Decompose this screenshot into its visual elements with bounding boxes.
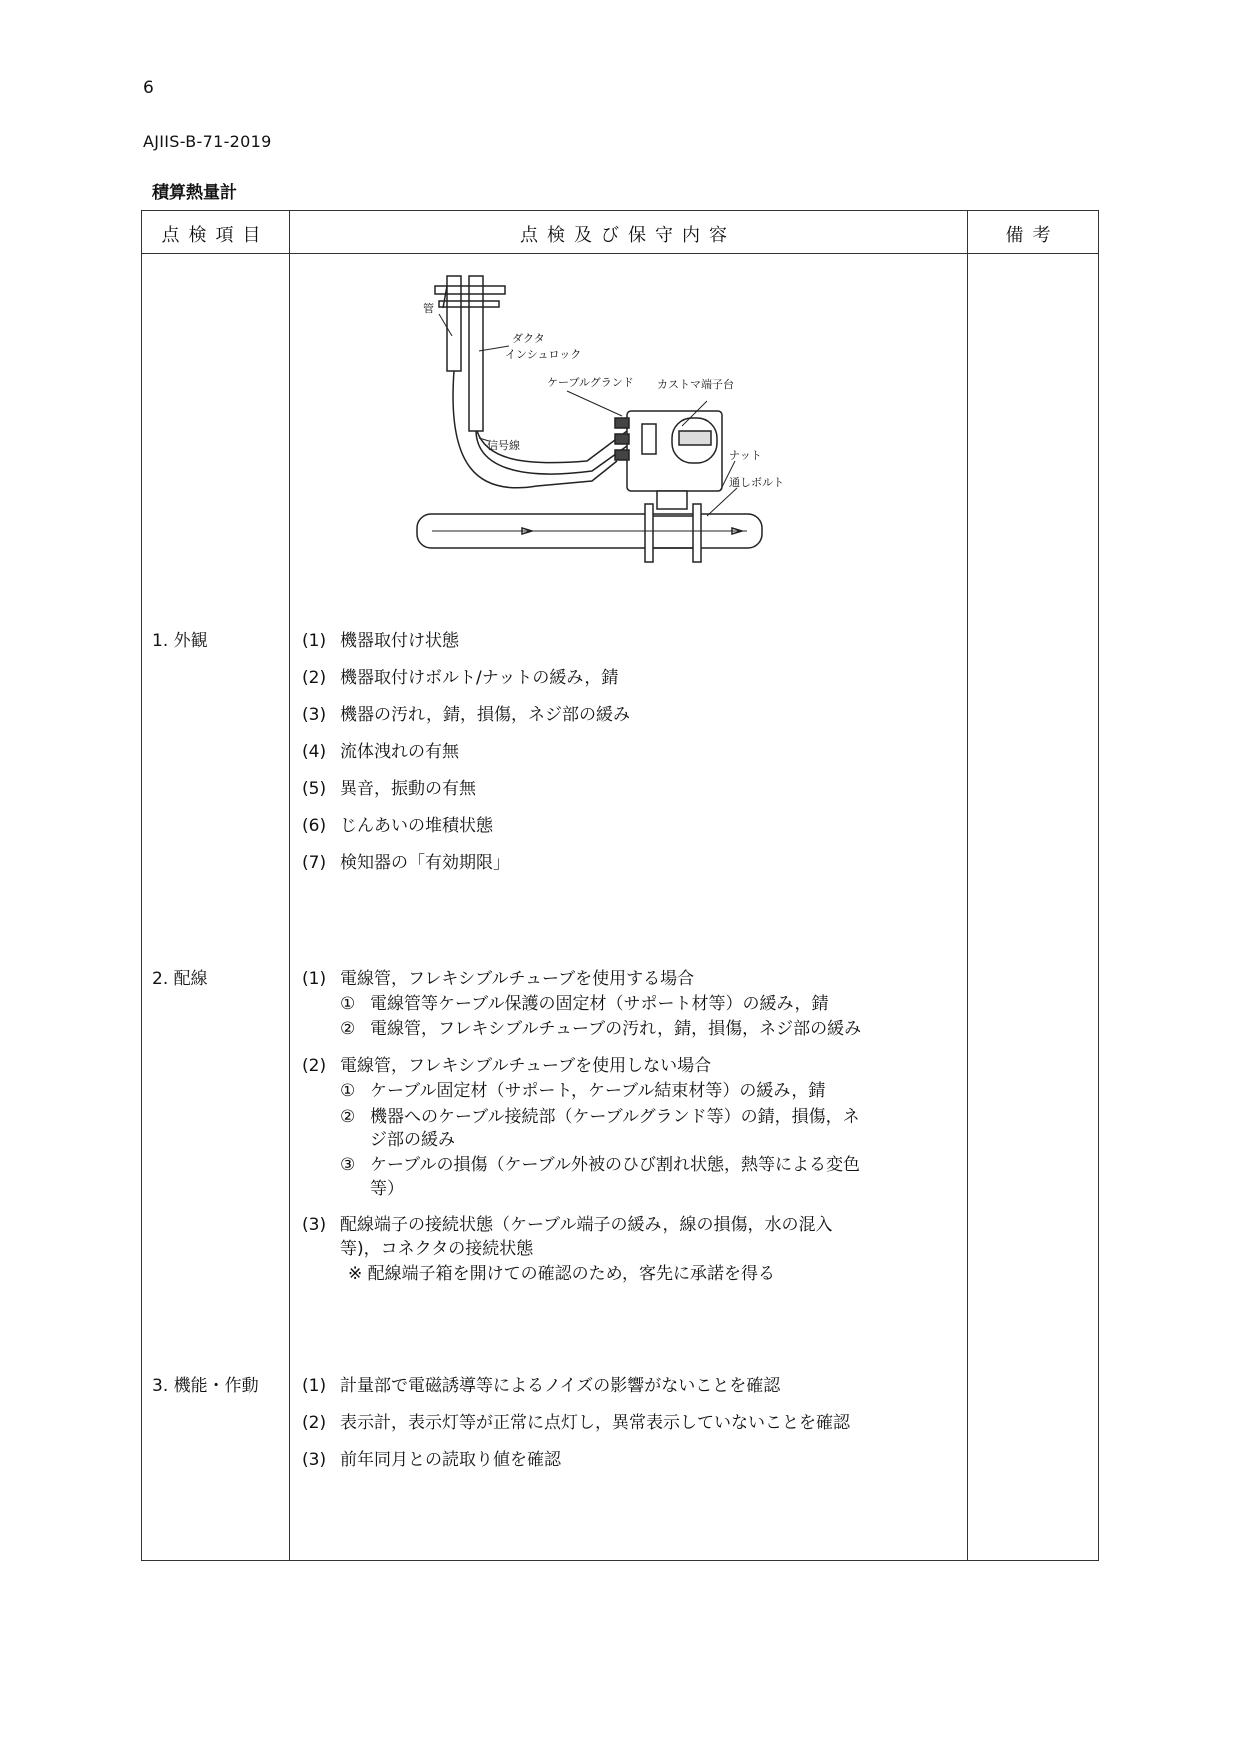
header-inspection-content: 点検及び保守内容	[520, 225, 736, 246]
label-through-bolt: 通しボルト	[729, 476, 784, 489]
list-item: (3) 配線端子の接続状態（ケーブル端子の緩み，線の損傷，水の混入	[302, 1215, 833, 1235]
sub-item-continuation: 等）	[370, 1179, 404, 1199]
label-nut: ナット	[729, 449, 762, 462]
list-item: (2) 表示計，表示灯等が正常に点灯し，異常表示していないことを確認	[302, 1413, 850, 1433]
header-remarks: 備考	[1005, 225, 1060, 246]
list-item: (1) 機器取付け状態	[302, 631, 459, 651]
list-item: (7) 検知器の「有効期限」	[302, 853, 510, 873]
label-signal-wire: 信号線	[487, 439, 520, 452]
header-inspection-item: 点検項目	[161, 225, 270, 246]
list-item: (1) 電線管，フレキシブルチューブを使用する場合	[302, 969, 695, 989]
column-divider	[967, 211, 968, 1560]
section-label-function: 3. 機能・作動	[152, 1376, 259, 1396]
sub-item: ① 電線管等ケーブル保護の固定材（サポート材等）の緩み，錆	[340, 994, 829, 1014]
document-code: AJIIS-B-71-2019	[143, 132, 272, 151]
sub-item: ① ケーブル固定材（サポート，ケーブル結束材等）の緩み，錆	[340, 1081, 826, 1101]
page-number: 6	[143, 78, 154, 98]
heat-meter-diagram	[417, 266, 784, 566]
sub-item: ② 機器へのケーブル接続部（ケーブルグランド等）の錆，損傷，ネ	[340, 1107, 860, 1127]
sub-item: ③ ケーブルの損傷（ケーブル外被のひび割れ状態，熱等による変色	[340, 1155, 860, 1175]
sub-item: ② 電線管，フレキシブルチューブの汚れ，錆，損傷，ネジ部の緩み	[340, 1019, 862, 1039]
column-divider	[289, 211, 290, 1560]
list-item: (2) 機器取付けボルト/ナットの緩み，錆	[302, 668, 619, 688]
label-cable-gland: ケーブルグランド	[547, 376, 634, 389]
section-label-appearance: 1. 外観	[152, 631, 208, 651]
label-pipe: 管	[423, 302, 434, 315]
list-item: (6) じんあいの堆積状態	[302, 816, 493, 836]
list-item: (2) 電線管，フレキシブルチューブを使用しない場合	[302, 1056, 712, 1076]
sub-item-continuation: ジ部の緩み	[370, 1130, 455, 1150]
list-item: (1) 計量部で電磁誘導等によるノイズの影響がないことを確認	[302, 1376, 781, 1396]
list-item: (3) 前年同月との読取り値を確認	[302, 1450, 561, 1470]
note: ※ 配線端子箱を開けての確認のため，客先に承諾を得る	[348, 1264, 775, 1284]
list-item: (5) 異音，振動の有無	[302, 779, 476, 799]
document-title: 積算熱量計	[152, 183, 237, 203]
list-item: (3) 機器の汚れ，錆，損傷，ネジ部の緩み	[302, 705, 631, 725]
label-duct: ダクタ	[512, 332, 545, 345]
inspection-table	[141, 210, 1099, 1561]
label-insulock: インシュロック	[505, 348, 582, 361]
header-divider	[142, 253, 1098, 254]
label-terminal-block: カストマ端子台	[657, 378, 734, 391]
section-label-wiring: 2. 配線	[152, 969, 208, 989]
list-item: (4) 流体洩れの有無	[302, 742, 459, 762]
list-item-continuation: 等)，コネクタの接続状態	[340, 1239, 534, 1259]
